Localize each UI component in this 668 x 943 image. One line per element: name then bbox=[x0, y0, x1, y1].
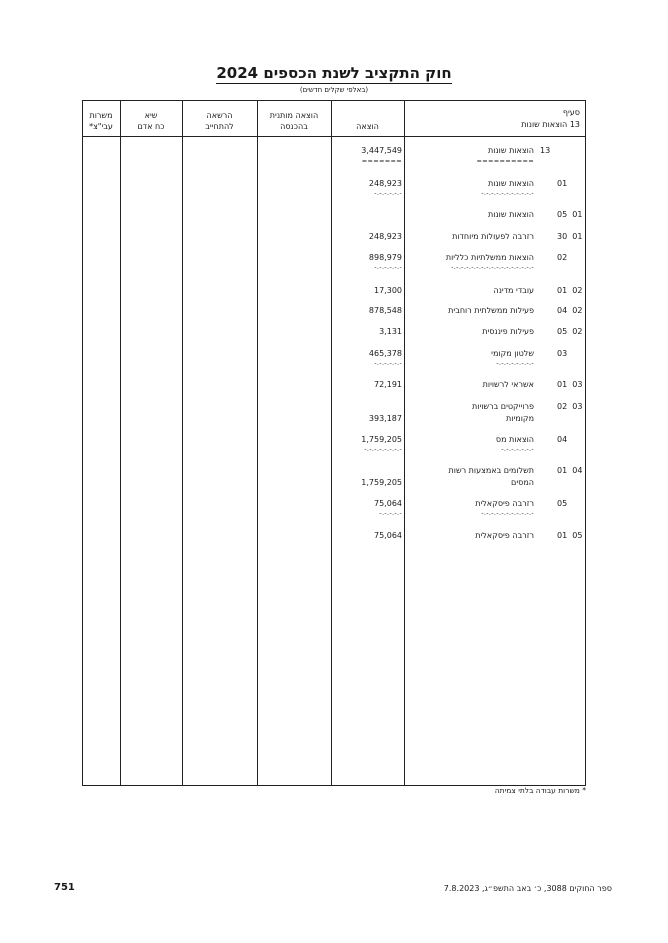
row-codes: 02 03 bbox=[557, 402, 583, 411]
row-name-line2: המסים bbox=[511, 478, 534, 487]
row-codes: 04 bbox=[557, 435, 568, 444]
header-conditional-line1: הוצאה מותנית bbox=[269, 111, 319, 120]
row-amount-underline: ======= bbox=[361, 157, 402, 165]
row-codes: 03 bbox=[557, 349, 568, 358]
header-workers-line2: עבי"צ* bbox=[89, 122, 113, 131]
row-name: פעילות ממשלתית רוחבית bbox=[448, 306, 534, 315]
row-name: שלטון מקומי bbox=[491, 349, 534, 358]
row-amount-underline: -.-.-.-.- bbox=[379, 509, 402, 517]
header-section-label: סעיף bbox=[562, 108, 580, 117]
header-section-name: הוצאות שונות bbox=[521, 120, 568, 129]
row-name: פעילות פיננסית bbox=[482, 327, 534, 336]
row-name: הוצאות שונות bbox=[488, 210, 534, 219]
row-codes: 30 01 bbox=[557, 232, 583, 241]
row-amount: 248,923 bbox=[368, 232, 402, 241]
row-name: תשלומים באמצעות רשות bbox=[448, 466, 534, 475]
row-codes: 01 02 bbox=[557, 286, 583, 295]
row-codes: 13 bbox=[540, 146, 551, 155]
row-codes: 05 bbox=[557, 499, 568, 508]
header-expense: הוצאה bbox=[356, 122, 379, 131]
row-amount-underline: -.-.-.-.-.-.-.- bbox=[364, 445, 402, 453]
row-codes: 01 bbox=[557, 179, 568, 188]
header-conditional-line2: בהכנסה bbox=[280, 122, 308, 131]
column-divider bbox=[182, 100, 183, 786]
header-section-code: 13 bbox=[569, 120, 580, 129]
row-codes: 05 02 bbox=[557, 327, 583, 336]
row-amount: 1,759,205 bbox=[361, 435, 402, 444]
row-amount: 248,923 bbox=[368, 179, 402, 188]
row-name: הוצאות ממשלתיות כלליות bbox=[445, 253, 534, 262]
header-commit bbox=[182, 110, 257, 132]
header-section bbox=[408, 107, 580, 130]
row-codes: 02 bbox=[557, 253, 568, 262]
row-amount: 878,548 bbox=[368, 306, 402, 315]
page-number: 751 bbox=[54, 882, 75, 893]
row-amount: 3,447,549 bbox=[361, 146, 402, 155]
row-name-underline: ========== bbox=[476, 157, 534, 165]
row-amount-underline: -.-.-.-.-.- bbox=[374, 359, 402, 367]
row-codes: 01 03 bbox=[557, 380, 583, 389]
row-codes: 05 01 bbox=[557, 210, 583, 219]
row-name: עובדי מדינה bbox=[493, 286, 534, 295]
header-commit-line2: להתחייב bbox=[205, 122, 234, 131]
header-workers bbox=[82, 110, 120, 132]
row-name: הוצאות מס bbox=[495, 435, 534, 444]
header-commit-line1: הרשאה bbox=[206, 111, 233, 120]
row-amount: 465,378 bbox=[368, 349, 402, 358]
header-divider bbox=[82, 136, 586, 137]
page-footer: ספר החוקים 3088, כ׳ באב התשפ״ג, 7.8.2023 bbox=[443, 884, 612, 893]
column-divider bbox=[120, 100, 121, 786]
header-section-title bbox=[408, 119, 580, 130]
row-codes: 04 02 bbox=[557, 306, 583, 315]
column-divider bbox=[404, 100, 405, 786]
header-conditional bbox=[257, 110, 331, 132]
row-name-underline: -.-.-.-.-.-.- bbox=[501, 445, 534, 453]
footnote: * משרות עבודה בלתי צמיתה bbox=[494, 786, 586, 795]
column-divider bbox=[257, 100, 258, 786]
row-amount: 898,979 bbox=[368, 253, 402, 262]
row-amount-underline: -.-.-.-.-.- bbox=[374, 189, 402, 197]
page-subtitle: (באלפי שקלים חדשים) bbox=[299, 86, 369, 94]
row-name-underline: -.-.-.-.-.-.-.- bbox=[496, 359, 534, 367]
row-name-underline: -.-.-.-.-.-.-.-.-.-.- bbox=[481, 189, 534, 197]
row-amount: 75,064 bbox=[374, 499, 402, 508]
row-amount: 75,064 bbox=[374, 531, 402, 540]
row-name: רזרבה פיסקאלית bbox=[475, 531, 534, 540]
row-amount-underline: -.-.-.-.-.- bbox=[374, 263, 402, 271]
row-name: הוצאות שונות bbox=[488, 146, 534, 155]
row-name: רזרבה פיסקאלית bbox=[475, 499, 534, 508]
row-amount: 17,300 bbox=[374, 286, 402, 295]
row-codes: 01 04 bbox=[557, 466, 583, 475]
row-name: רזרבה לפעולות מיוחדות bbox=[452, 232, 534, 241]
row-name-line2: מקומיות bbox=[506, 414, 534, 423]
row-name: פרוייקטים ברשויות bbox=[472, 402, 534, 411]
row-amount: 1,759,205 bbox=[361, 478, 402, 487]
row-name-underline: -.-.-.-.-.-.-.-.-.-.-.-.-.-.-.-.- bbox=[451, 263, 534, 271]
row-name-underline: -.-.-.-.-.-.-.-.-.-.- bbox=[481, 509, 534, 517]
row-name: הוצאות שונות bbox=[488, 179, 534, 188]
page-title-text: חוק התקציב לשנת הכספים 2024 bbox=[216, 64, 452, 82]
header-staff-line2: כח אדם bbox=[137, 122, 165, 131]
header-workers-line1: משרות bbox=[89, 111, 113, 120]
header-staff-line1: שיא bbox=[144, 111, 158, 120]
page-title bbox=[0, 64, 668, 82]
row-name: אשראי לרשויות bbox=[482, 380, 534, 389]
row-amount: 393,187 bbox=[368, 414, 402, 423]
row-amount: 3,131 bbox=[379, 327, 402, 336]
row-amount: 72,191 bbox=[374, 380, 402, 389]
column-divider bbox=[331, 100, 332, 786]
header-staff bbox=[120, 110, 182, 132]
row-codes: 01 05 bbox=[557, 531, 583, 540]
